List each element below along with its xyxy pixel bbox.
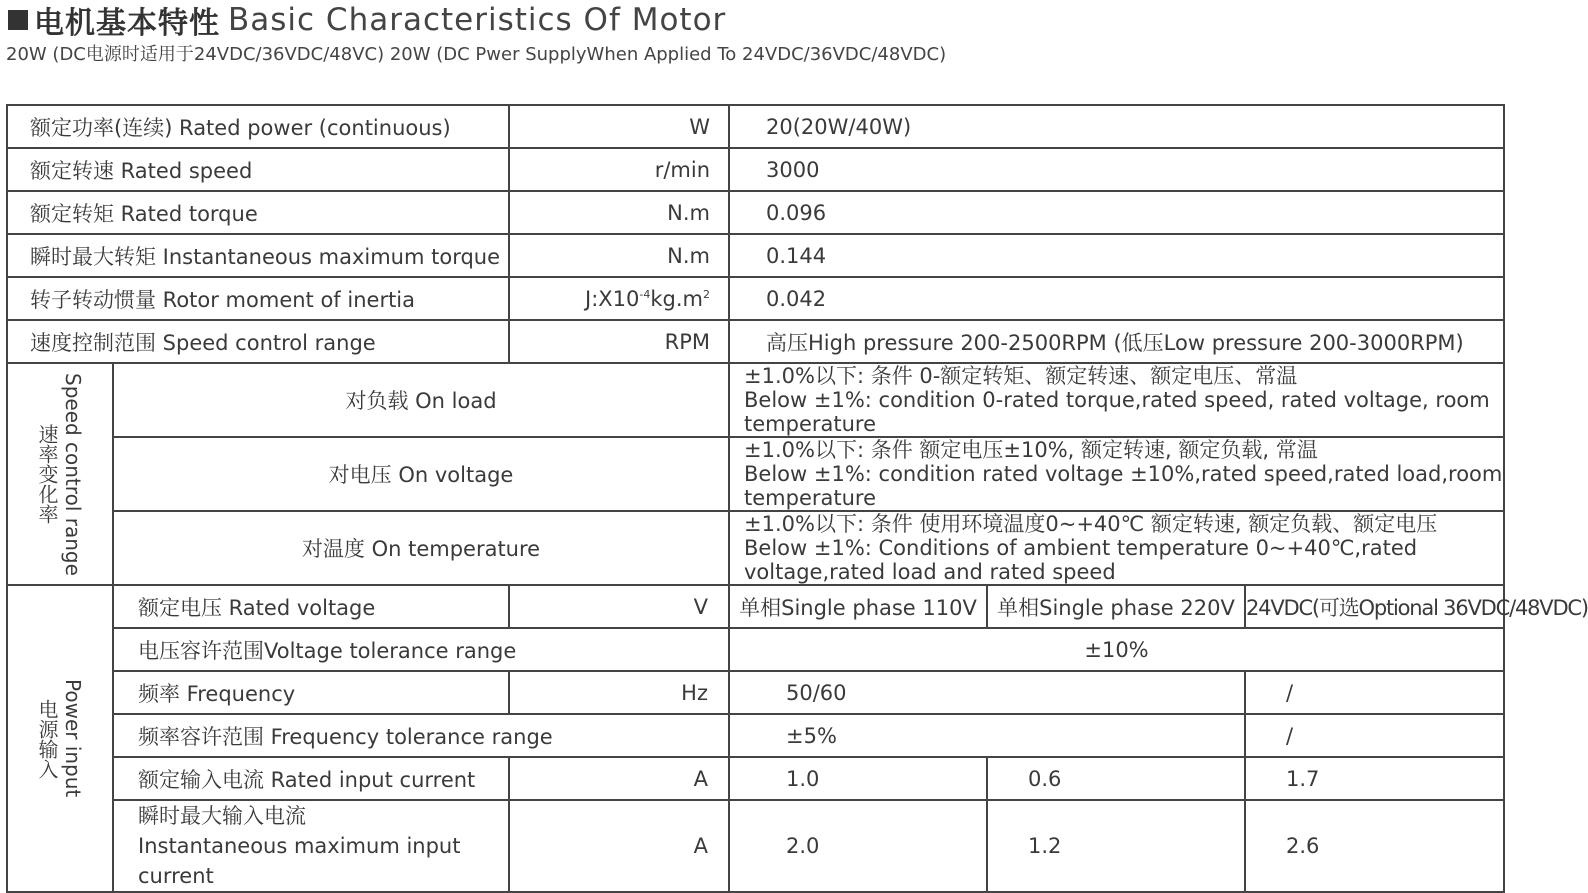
speed-row-label: 对温度 On temperature bbox=[113, 511, 729, 585]
speed-group-label bbox=[7, 363, 113, 585]
spec-unit: r/min bbox=[509, 148, 729, 191]
table-row bbox=[7, 277, 1504, 320]
table-row bbox=[7, 671, 1504, 714]
max-current-value-2: 1.2 bbox=[987, 800, 1245, 892]
spec-unit bbox=[509, 277, 729, 320]
spec-value: 3000 bbox=[729, 148, 1504, 191]
spec-unit: W bbox=[509, 105, 729, 148]
condition-zh: ±1.0%以下: 条件 0-额定转矩、额定转速、额定电压、常温 bbox=[744, 364, 1298, 388]
power-row-label bbox=[113, 800, 509, 892]
current-value-3: 1.7 bbox=[1245, 757, 1504, 800]
power-group-label-zh: 电源输入 bbox=[35, 698, 59, 779]
table-row bbox=[7, 628, 1504, 671]
power-row-unit: Hz bbox=[509, 671, 729, 714]
spec-label: 速度控制范围 Speed control range bbox=[7, 320, 509, 363]
table-row bbox=[7, 757, 1504, 800]
frequency-value-3: / bbox=[1245, 671, 1504, 714]
table-row bbox=[7, 714, 1504, 757]
power-row-label: 额定电压 Rated voltage bbox=[113, 585, 509, 628]
spec-label: 额定转矩 Rated torque bbox=[7, 191, 509, 234]
page-title bbox=[8, 0, 726, 40]
voltage-value-2: 单相Single phase 220V bbox=[987, 585, 1245, 628]
spec-value: 0.096 bbox=[729, 191, 1504, 234]
frequency-tolerance-value: ±5% bbox=[729, 714, 1245, 757]
frequency-value: 50/60 bbox=[729, 671, 1245, 714]
spec-label: 额定转速 Rated speed bbox=[7, 148, 509, 191]
spec-label: 额定功率(连续) Rated power (continuous) bbox=[7, 105, 509, 148]
label-zh: 瞬时最大输入电流 bbox=[138, 804, 306, 828]
speed-row-label: 对电压 On voltage bbox=[113, 437, 729, 511]
max-current-value-3: 2.6 bbox=[1245, 800, 1504, 892]
speed-row-condition bbox=[729, 437, 1504, 511]
title-zh: 电机基本特性 bbox=[34, 6, 220, 41]
table-row bbox=[7, 234, 1504, 277]
unit-exponent: -4 bbox=[639, 287, 651, 301]
unit-exponent-2: 2 bbox=[703, 287, 710, 301]
power-row-label: 频率容许范围 Frequency tolerance range bbox=[113, 714, 729, 757]
current-value-1: 1.0 bbox=[729, 757, 987, 800]
spec-label: 转子转动惯量 Rotor moment of inertia bbox=[7, 277, 509, 320]
spec-unit: RPM bbox=[509, 320, 729, 363]
table-row bbox=[7, 105, 1504, 148]
spec-table bbox=[6, 104, 1588, 893]
title-en: Basic Characteristics Of Motor bbox=[228, 2, 727, 38]
spec-label: 瞬时最大转矩 Instantaneous maximum torque bbox=[7, 234, 509, 277]
speed-group-label-zh: 速率变化率 bbox=[35, 424, 59, 524]
table-row bbox=[7, 511, 1504, 585]
power-group-label bbox=[7, 585, 113, 892]
speed-group-label-en: Speed control range bbox=[61, 372, 85, 576]
condition-en: Below ±1%: condition rated voltage ±10%,rated speed,rated load,room temperature bbox=[744, 462, 1503, 510]
power-group-label-en: Power input bbox=[61, 679, 85, 798]
table-row bbox=[7, 437, 1504, 511]
current-value-2: 0.6 bbox=[987, 757, 1245, 800]
voltage-value-3: 24VDC(可选Optional 36VDC/48VDC) bbox=[1245, 585, 1504, 628]
frequency-tolerance-value-3: / bbox=[1245, 714, 1504, 757]
voltage-value-1: 单相Single phase 110V bbox=[729, 585, 987, 628]
unit-mid: kg.m bbox=[650, 286, 703, 311]
condition-zh: ±1.0%以下: 条件 使用环境温度0~+40℃ 额定转速, 额定负载、额定电压 bbox=[744, 512, 1438, 536]
power-row-unit: V bbox=[509, 585, 729, 628]
table-row bbox=[7, 585, 1504, 628]
max-current-value-1: 2.0 bbox=[729, 800, 987, 892]
table-row bbox=[7, 800, 1504, 892]
power-row-label: 频率 Frequency bbox=[113, 671, 509, 714]
spec-unit: N.m bbox=[509, 234, 729, 277]
power-row-unit: A bbox=[509, 757, 729, 800]
condition-zh: ±1.0%以下: 条件 额定电压±10%, 额定转速, 额定负载, 常温 bbox=[744, 438, 1318, 462]
spec-value: 0.042 bbox=[729, 277, 1504, 320]
spec-value: 20(20W/40W) bbox=[729, 105, 1504, 148]
spec-value: 高压High pressure 200-2500RPM (低压Low pressure 200-3000RPM) bbox=[729, 320, 1504, 363]
power-row-unit: A bbox=[509, 800, 729, 892]
unit-prefix: J:X10 bbox=[585, 286, 640, 311]
square-bullet-icon bbox=[8, 10, 28, 30]
voltage-tolerance-value: ±10% bbox=[729, 628, 1504, 671]
condition-en: Below ±1%: condition 0-rated torque,rated speed, rated voltage, room temperature bbox=[744, 388, 1490, 436]
table-row bbox=[7, 191, 1504, 234]
spec-unit: N.m bbox=[509, 191, 729, 234]
table-row bbox=[7, 148, 1504, 191]
condition-en: Below ±1%: Conditions of ambient temperature 0~+40℃,rated voltage,rated load and rated speed bbox=[744, 536, 1418, 584]
subtitle: 20W (DC电源时适用于24VDC/36VDC/48VC) 20W (DC Pwer SupplyWhen Applied To 24VDC/36VDC/48VDC) bbox=[6, 44, 947, 65]
power-row-label: 额定输入电流 Rated input current bbox=[113, 757, 509, 800]
table-row bbox=[7, 320, 1504, 363]
spec-value: 0.144 bbox=[729, 234, 1504, 277]
speed-row-condition bbox=[729, 363, 1504, 437]
power-row-label: 电压容许范围Voltage tolerance range bbox=[113, 628, 729, 671]
table-row bbox=[7, 363, 1504, 437]
label-en: Instantaneous maximum input current bbox=[138, 834, 461, 888]
speed-row-condition bbox=[729, 511, 1504, 585]
speed-row-label: 对负载 On load bbox=[113, 363, 729, 437]
